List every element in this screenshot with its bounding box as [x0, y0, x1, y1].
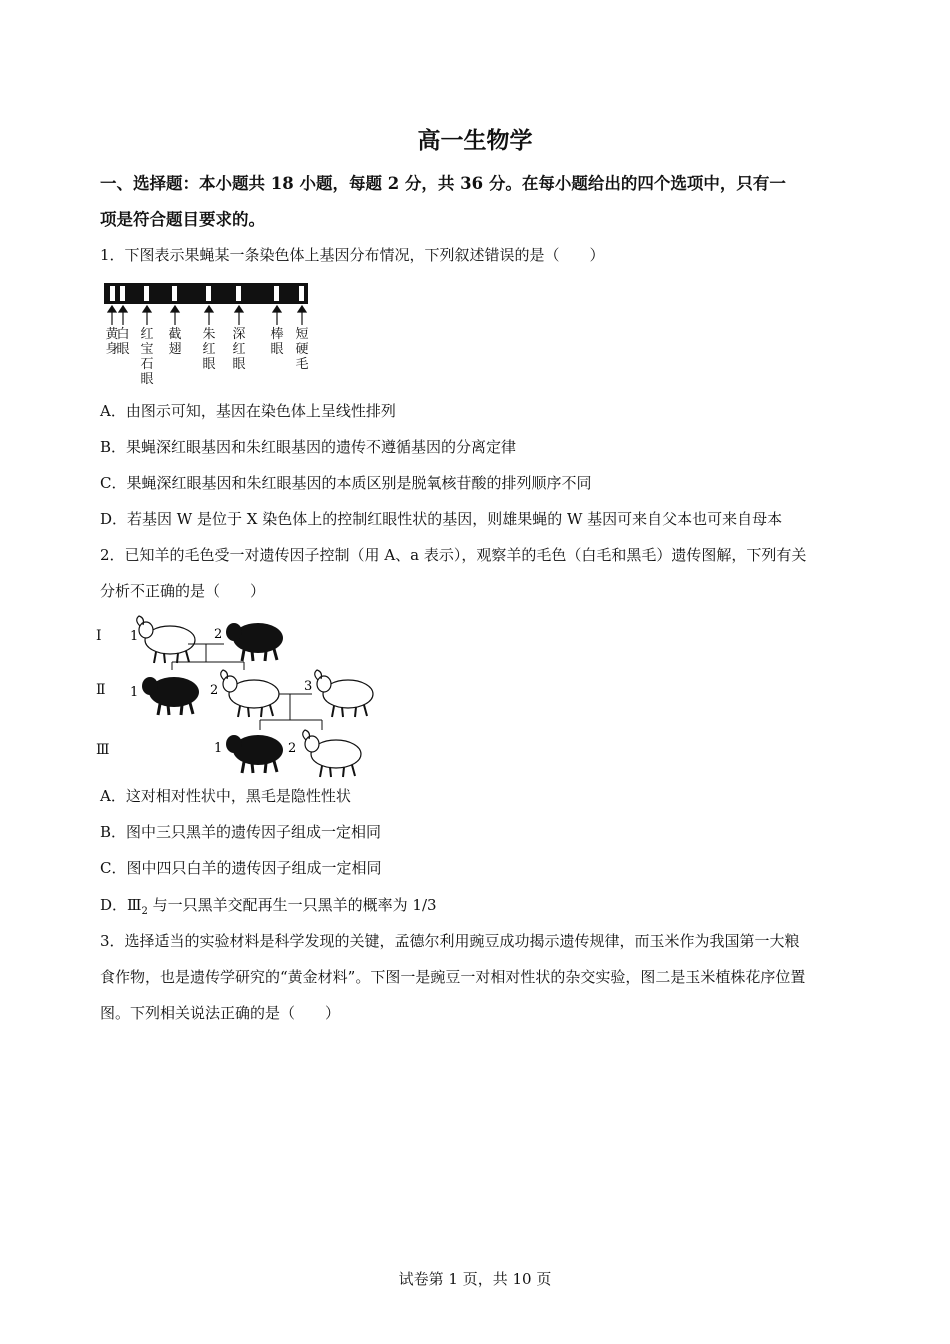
q3-line1: 3．选择适当的实验材料是科学发现的关键，孟德尔利用豌豆成功揭示遗传规律，而玉米作为我国第一大粮 — [100, 932, 800, 950]
individual-III-1-num: 1 — [214, 741, 223, 756]
sheep-III-2 — [303, 730, 361, 777]
q1-option-a: A．由图示可知，基因在染色体上呈线性排列 — [100, 402, 396, 420]
individual-II-1-num: 1 — [130, 685, 139, 700]
sheep-II-1 — [142, 677, 199, 715]
gene-band — [110, 286, 115, 301]
q2-option-d — [100, 895, 860, 922]
q2-option-d-prefix: D．Ⅲ — [100, 896, 142, 914]
individual-III-2-num: 2 — [288, 741, 297, 756]
q1-option-b: B．果蝇深红眼基因和朱红眼基因的遗传不遵循基因的分离定律 — [100, 438, 517, 456]
gene-band — [120, 286, 125, 301]
gene-label: 黄身 — [105, 327, 119, 357]
section-heading-line1: 一、选择题：本小题共 18 小题，每题 2 分，共 36 分。在每小题给出的四个选项中，只有一 — [100, 174, 786, 193]
sheep-III-1 — [226, 735, 283, 773]
gene-band — [172, 286, 177, 301]
gene-band — [144, 286, 149, 301]
q1-option-d: D．若基因 W 是位于 X 染色体上的控制红眼性状的基因，则雄果蝇的 W 基因可来自父本也可来自母本 — [100, 510, 783, 528]
q3-line3: 图。下列相关说法正确的是（ ） — [100, 1004, 341, 1022]
gene-band — [206, 286, 211, 301]
gene-band — [274, 286, 279, 301]
generation-label-1: Ⅰ — [96, 628, 102, 644]
generation-label-2: Ⅱ — [96, 682, 106, 698]
chromosome-diagram — [98, 280, 318, 390]
gene-band — [236, 286, 241, 301]
sheep-II-2 — [221, 670, 279, 717]
pedigree-diagram — [92, 612, 392, 782]
page-footer: 试卷第 1 页，共 10 页 — [398, 1270, 552, 1288]
q3-line2: 食作物，也是遗传学研究的“黄金材料”。下图一是豌豆一对相对性状的杂交实验，图二是玉米植株花序位置 — [100, 968, 806, 986]
q2-option-a: A．这对相对性状中，黑毛是隐性性状 — [100, 787, 351, 805]
q2-stem-line1: 2．已知羊的毛色受一对遗传因子控制（用 A、a 表示），观察羊的毛色（白毛和黑毛）遗传图解，下列有关 — [100, 546, 807, 564]
sheep-I-1 — [137, 616, 195, 663]
sheep-I-2 — [226, 623, 283, 661]
gene-arrows — [108, 306, 306, 325]
gene-label: 红宝石眼 — [140, 327, 154, 387]
gene-label: 深红眼 — [232, 327, 246, 372]
gene-labels — [105, 326, 308, 387]
individual-II-3-num: 3 — [304, 679, 313, 694]
gene-label: 棒眼 — [270, 327, 284, 357]
gene-label: 朱红眼 — [202, 327, 216, 372]
gene-label: 短硬毛 — [295, 327, 309, 372]
generation-label-3: Ⅲ — [96, 742, 110, 758]
page-title: 高一生物学 — [417, 127, 533, 154]
individual-I-1-num: 1 — [130, 629, 139, 644]
individual-II-2-num: 2 — [210, 683, 219, 698]
section-heading-line2: 项是符合题目要求的。 — [100, 210, 265, 229]
q2-option-c: C．图中四只白羊的遗传因子组成一定相同 — [100, 859, 382, 877]
gene-label: 白眼 — [116, 327, 130, 357]
q2-stem-line2: 分析不正确的是（ ） — [100, 582, 266, 600]
q2-option-d-text: 与一只黑羊交配再生一只黑羊的概率为 1/3 — [147, 896, 437, 914]
individual-I-2-num: 2 — [214, 627, 223, 642]
gene-label: 截翅 — [168, 327, 182, 357]
q2-option-b: B．图中三只黑羊的遗传因子组成一定相同 — [100, 823, 382, 841]
q1-option-c: C．果蝇深红眼基因和朱红眼基因的本质区别是脱氧核苷酸的排列顺序不同 — [100, 474, 592, 492]
gene-band — [299, 286, 304, 301]
sheep-II-3 — [315, 670, 373, 717]
q1-stem: 1．下图表示果蝇某一条染色体上基因分布情况，下列叙述错误的是（ ） — [100, 246, 605, 264]
q2-option-d-subscript: 2 — [141, 906, 148, 917]
